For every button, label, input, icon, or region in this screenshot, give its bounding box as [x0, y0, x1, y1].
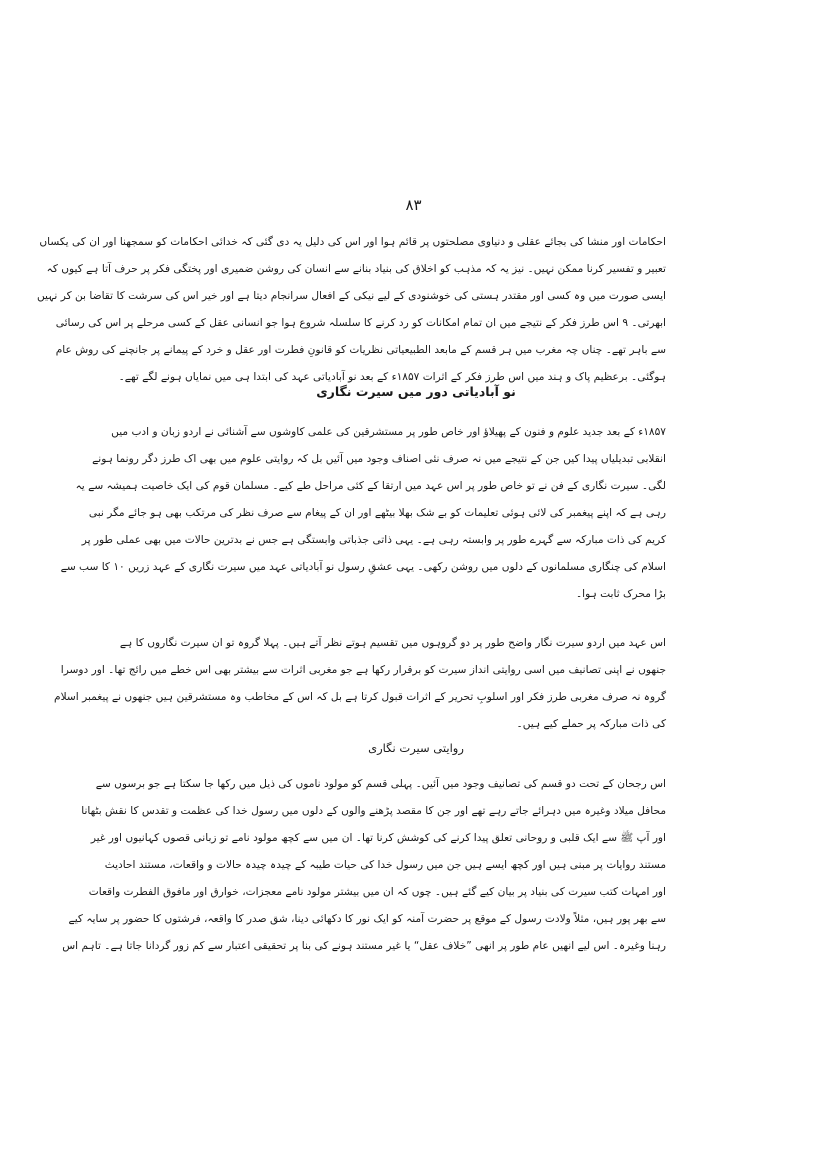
- paragraph-3: [54, 630, 666, 738]
- section-heading: نو آبادیاتی دور میں سیرت نگاری: [316, 384, 516, 399]
- text-line: سے بھر پور ہیں، مثلاً ولادت رسول کے موقع پر حضرت آمنہ کو ایک نور کا دکھائی دینا، شق صدر کا واقعہ، فرشتوں کا حضور پر سایہ کیے: [68, 913, 666, 925]
- text-line: اور آپ ﷺ سے ایک قلبی و روحانی تعلق پیدا کرنے کی کوشش کرنا تھا۔ ان میں سے کچھ مولود نامے تو زبانی قصوں کہانیوں اور غیر: [90, 832, 666, 844]
- text-line: اسلام کی چنگاری مسلمانوں کے دلوں میں روشن رکھی۔ یہی عشقِ رسول نو آبادیاتی عہد میں سیرت نگاری کے عہد زریں ۱۰ کا سب سے: [60, 561, 666, 573]
- text-line: بڑا محرک ثابت ہوا۔: [575, 588, 666, 600]
- text-line: ہوگئی۔ برعظیم پاک و ہند میں اس طرز فکر کے اثرات ۱۸۵۷ء کے بعد نو آبادیاتی عہد کی ابتدا ہی میں نمایاں ہونے لگے تھے۔: [118, 371, 666, 383]
- text-line: کی ذات مبارکہ پر حملے کیے ہیں۔: [516, 718, 666, 730]
- text-line: محافل میلاد وغیرہ میں دہرائے جاتے رہے تھے اور جن کا مقصد پڑھنے والوں کے دلوں میں رسول خدا کی عظمت و تقدس کا نقش بٹھانا: [81, 805, 666, 817]
- text-line: اس رجحان کے تحت دو قسم کی تصانیف وجود میں آئیں۔ پہلی قسم کو مولود ناموں کی ذیل میں رکھا جا سکتا ہے جو برسوں سے: [95, 778, 666, 790]
- text-line: رہنا وغیرہ۔ اس لیے انھیں عام طور پر انھی ”خلاف عقل“ یا غیر مستند ہونے کی بنا پر تحقیقی اعتبار سے کم زور گردانا جاتا ہے۔ تاہم اس: [62, 940, 666, 952]
- text-line: سے باہر تھے۔ چناں چہ مغرب میں ہر قسم کے مابعد الطبیعیاتی نظریات کو قانونِ فطرت اور عقل و خرد کے پیمانے پر جانچنے کی روش عام: [55, 344, 666, 356]
- text-line: ایسی صورت میں وہ کسی اور مقتدر ہستی کی خوشنودی کے لیے نیکی کے افعال سرانجام دیتا ہے اور خیر اس کی سرشت کا تقاضا بن کر نہیں: [36, 290, 666, 302]
- paragraph-1: [36, 229, 666, 391]
- text-line: کریم کی ذات مبارکہ سے گہرے طور پر وابستہ رہی ہے۔ یہی ذاتی جذباتی وابستگی ہے جس نے بدترین حالات میں بھی عملی طور پر: [81, 534, 666, 546]
- text-line: تعبیر و تفسیر کرنا ممکن نہیں۔ نیز یہ کہ مذہب کو اخلاق کی بنیاد بنانے سے انسان کی روشن ضمیری اور پختگی فکر پر حرف آتا ہے کیوں کہ: [46, 263, 666, 275]
- text-line: اور امہات کتب سیرت کی بنیاد پر بیان کیے گئے ہیں۔ چوں کہ ان میں بیشتر مولود نامے معجزات، خوارق اور مافوق الفطرت واقعات: [88, 886, 666, 898]
- text-line: رہی ہے کہ اپنے پیغمبر کی لائی ہوئی تعلیمات کو بے شک بھلا بیٹھے اور ان کے پیغام سے صرف نظر کی مرتکب بھی ہو جائے مگر نبی: [88, 507, 666, 519]
- text-line: گروہ نہ صرف مغربی طرز فکر اور اسلوبِ تحریر کے اثرات قبول کرتا ہے بل کہ اس کے مخاطب وہ مستشرقین ہیں جنھوں نے پیغمبر اسلام: [54, 691, 666, 703]
- text-line: ۱۸۵۷ء کے بعد جدید علوم و فنون کے پھیلاؤ اور خاص طور پر مستشرقین کی علمی کاوشوں سے آشنائی نے اردو زبان و ادب میں: [111, 426, 666, 438]
- text-line: انقلابی تبدیلیاں پیدا کیں جن کے نتیجے میں نہ صرف نئی اصناف وجود میں آئیں بل کہ روایتی علوم میں بھی اک طرز دگر رونما ہونے: [92, 453, 666, 465]
- paragraph-2: [60, 419, 666, 608]
- text-line: مستند روایات پر مبنی ہیں اور کچھ ایسے ہیں جن میں رسول خدا کی حیات طیبہ کے چیدہ چیدہ حالات و واقعات، مستند احادیث: [104, 859, 666, 871]
- text-line: احکامات اور منشا کی بجائے عقلی و دنیاوی مصلحتوں پر قائم ہوا اور اس کی دلیل یہ دی گئی کہ خدائی احکامات کو سمجھنا اور ان کی یکساں: [39, 236, 666, 248]
- paragraph-4: [62, 771, 666, 960]
- subsection-heading: روایتی سیرت نگاری: [368, 741, 464, 755]
- page-number: ۸۳: [405, 196, 422, 214]
- text-line: لگی۔ سیرت نگاری کے فن نے تو خاص طور پر اس عہد میں ارتقا کے کئی مراحل طے کیے۔ مسلمان قوم کی ایک خاصیت ہمیشہ سے یہ: [75, 480, 666, 492]
- text-line: اس عہد میں اردو سیرت نگار واضح طور پر دو گروہوں میں تقسیم ہوتے نظر آتے ہیں۔ پہلا گروہ تو ان سیرت نگاروں کا ہے: [119, 637, 666, 649]
- text-line: جنھوں نے اپنی تصانیف میں اسی روایتی انداز سیرت کو برقرار رکھا ہے جو مغربی اثرات سے بیشتر بھی اس خطے میں رائج تھا۔ اور دوسرا: [60, 664, 666, 676]
- text-line: ابھرتی۔ ۹ اس طرز فکر کے نتیجے میں ان تمام امکانات کو رد کرنے کا سلسلہ شروع ہوا جو انسانی عقل کے کسی مرحلے پر اس کی رسائی: [55, 317, 666, 329]
